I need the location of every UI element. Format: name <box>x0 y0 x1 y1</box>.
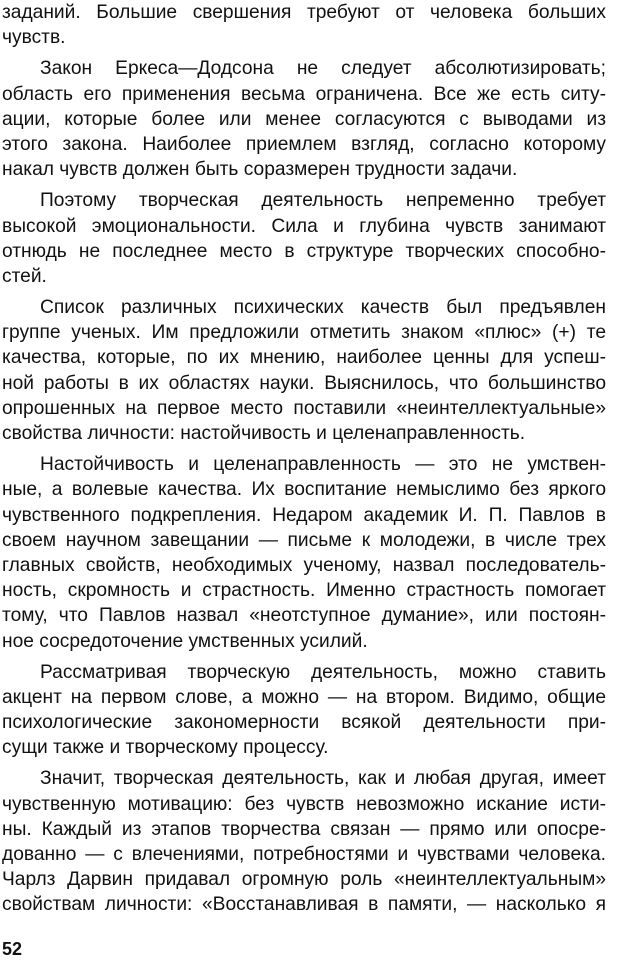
paragraph <box>2 452 606 654</box>
paragraph <box>2 0 606 50</box>
text-line: свойства личности: настойчивость и целенаправленность. <box>2 423 526 444</box>
text-line: заданий. Большие свершения требуют от человека больших <box>2 2 606 23</box>
text-line: Список различных психических качеств был предъявлен <box>40 297 606 319</box>
text-line: психологические закономерности всякой деятельности при- <box>2 712 606 734</box>
text-line: ны. Каждый из этапов творчества связан — прямо или опосре- <box>2 818 606 840</box>
text-line: ной работы в их областях науки. Выяснилось, что большинство <box>2 372 606 394</box>
page-number: 52 <box>2 939 23 959</box>
page-text <box>2 0 606 918</box>
paragraph <box>2 56 606 182</box>
text-line: высокой эмоциональности. Сила и глубина чувств занимают <box>2 215 606 237</box>
text-line: этого закона. Наиболее приемлем взгляд, согласно которому <box>2 133 606 155</box>
paragraph <box>2 188 606 289</box>
text-line: ное сосредоточение умственных усилий. <box>2 630 368 652</box>
text-line: Чарлз Дарвин придавал огромную роль «неинтеллектуальным» <box>2 869 606 891</box>
text-line: область его применения весьма ограничена. Все же есть ситу- <box>2 83 606 105</box>
text-line: ность, скромность и страстность. Именно страстность помогает <box>2 580 606 602</box>
text-line: чувственного подкрепления. Недаром академик И. П. Павлов в <box>2 504 606 526</box>
text-line: качества, которые, по их мнению, наиболее ценны для успеш- <box>2 347 606 369</box>
text-line: стей. <box>2 265 47 287</box>
text-line: чувств. <box>2 27 66 49</box>
text-line: Значит, творческая деятельность, как и любая другая, имеет <box>40 768 606 790</box>
text-line: свойствам личности: «Восстанавливая в памяти, — насколько я <box>2 894 606 916</box>
text-line: Закон Еркеса—Додсона не следует абсолютизировать; <box>40 58 606 80</box>
text-line: ации, которые более или менее согласуются с выводами из <box>2 108 606 130</box>
text-line: Настойчивость и целенаправленность — это не умствен- <box>40 454 606 476</box>
text-line: отнюдь не последнее место в структуре творческих способно- <box>2 240 606 262</box>
text-line: опрошенных на первое место поставили «неинтеллектуальные» <box>2 397 606 419</box>
text-line: дованно — с влечениями, потребностями и чувствами человека. <box>2 844 606 865</box>
text-line: главных свойств, необходимых ученому, назвал последователь- <box>2 554 606 576</box>
text-line: акцент на первом слове, а можно — на втором. Видимо, общие <box>2 686 606 708</box>
text-line: накал чувств должен быть соразмерен трудности задачи. <box>2 159 518 181</box>
text-line: Поэтому творческая деятельность непременно требует <box>40 190 606 212</box>
text-line: ные, а волевые качества. Их воспитание немыслимо без яркого <box>2 479 606 501</box>
text-line: Рассматривая творческую деятельность, можно ставить <box>40 661 606 683</box>
text-line: сущи также и творческому процессу. <box>2 737 329 759</box>
text-line: тому, что Павлов назвал «неотступное думание», или постоян- <box>2 605 606 627</box>
paragraph <box>2 295 606 446</box>
text-line: чувственную мотивацию: без чувств невозможно искание исти- <box>2 793 606 815</box>
paragraph <box>2 766 606 917</box>
text-line: своем научном завещании — письме к молодежи, в числе трех <box>2 529 606 551</box>
paragraph <box>2 660 606 761</box>
text-line: группе ученых. Им предложили отметить знаком «плюс» (+) те <box>2 322 606 344</box>
